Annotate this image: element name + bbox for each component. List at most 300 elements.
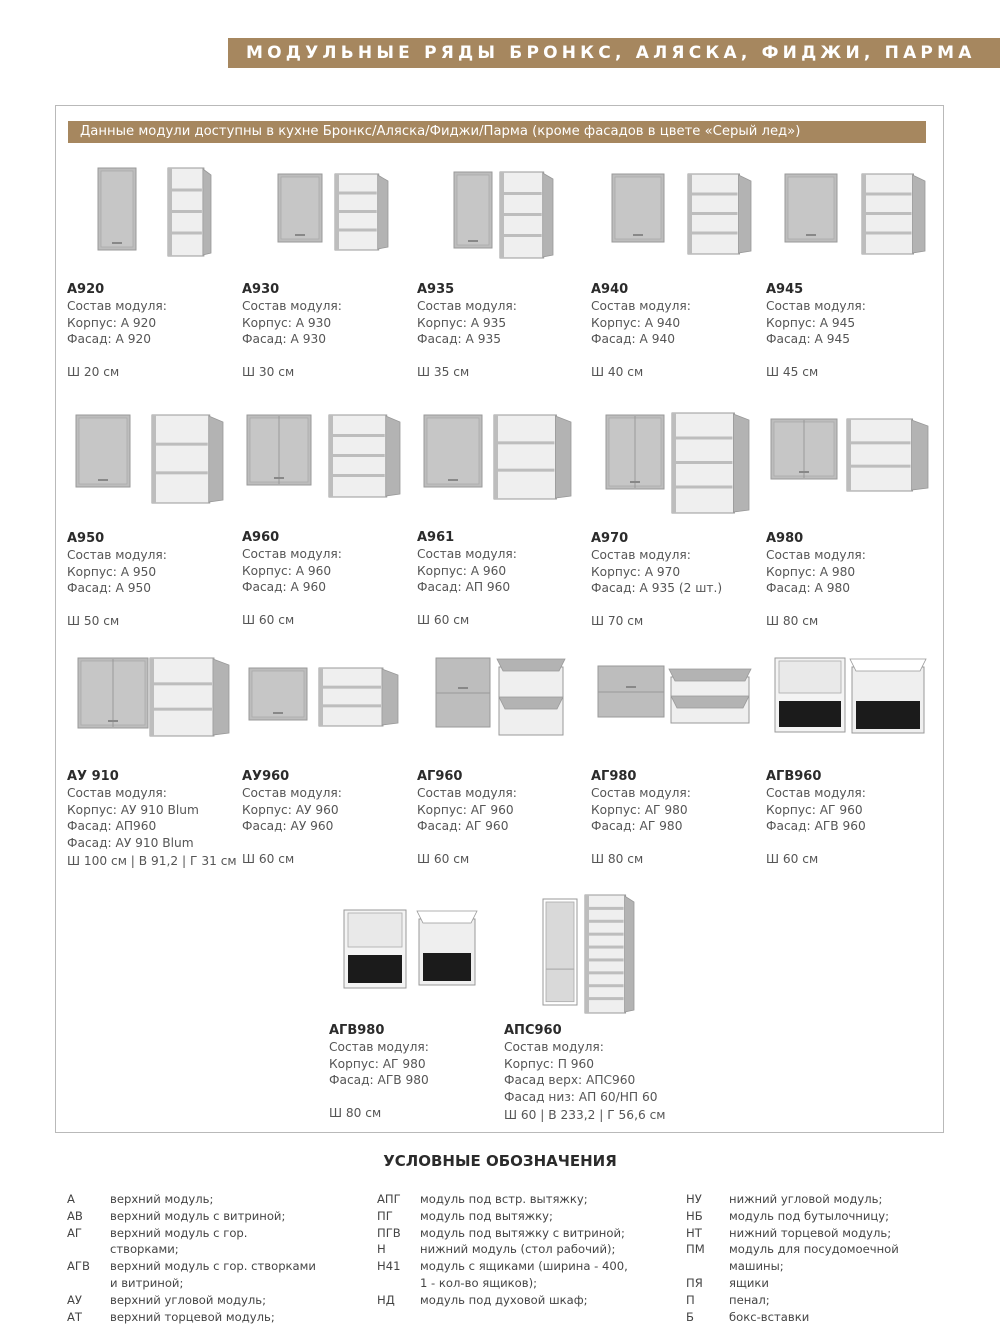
- open-door: [213, 659, 229, 735]
- module-spec: [417, 769, 589, 867]
- side-panel: [672, 413, 676, 513]
- module-spec-line: Состав модуля:: [766, 548, 866, 563]
- module-spec-line: Фасад: АП 960: [417, 580, 511, 595]
- module-spec: [504, 1023, 676, 1123]
- module-open-image: [151, 414, 225, 508]
- module-spec-line: Корпус: А 920: [67, 315, 157, 330]
- shelf: [156, 443, 208, 446]
- module-open-image: [861, 173, 927, 259]
- side-panel: [319, 668, 323, 726]
- module-spec: [417, 530, 589, 628]
- module-spec-line: Фасад низ: АП 60/НП 60: [504, 1089, 658, 1104]
- side-panel: [862, 174, 866, 254]
- module-spec-line: Корпус: А 945: [766, 315, 856, 330]
- module-dimensions: Ш 30 см: [242, 364, 295, 379]
- handle: [98, 479, 108, 481]
- legend-item: [686, 1208, 926, 1225]
- module-spec-line: Фасад: А 980: [766, 581, 851, 596]
- open-door: [386, 416, 400, 496]
- module-dimensions: Ш 40 см: [591, 364, 644, 379]
- legend-item: [67, 1225, 317, 1259]
- shelf: [154, 682, 212, 685]
- lifted-flap: [669, 669, 751, 681]
- handle: [806, 234, 816, 236]
- module-dimensions: Ш 80 см: [591, 851, 644, 866]
- module-code: А960: [242, 530, 280, 545]
- handle: [626, 686, 636, 688]
- module-spec-line: Фасад: А 935: [417, 332, 502, 347]
- open-door: [912, 175, 925, 253]
- legend-item: [686, 1225, 926, 1242]
- shelf: [676, 437, 732, 440]
- module-spec-line: Корпус: А 970: [591, 564, 681, 579]
- module-spec-line: Корпус: АУ 910 Blum: [67, 802, 199, 817]
- module-spec-line: Фасад: АГ 980: [591, 819, 683, 834]
- door-panel: [101, 171, 133, 247]
- lifted-flap: [671, 696, 749, 708]
- page-title: МОДУЛЬНЫЕ РЯДЫ БРОНКС, АЛЯСКА, ФИДЖИ, ПАРМА: [246, 43, 976, 63]
- legend-item: [377, 1225, 632, 1242]
- module-spec: [591, 531, 763, 629]
- module-code: АГ960: [417, 769, 463, 784]
- open-door: [209, 416, 223, 502]
- shelf: [339, 210, 377, 213]
- open-door: [378, 175, 388, 249]
- module-dimensions: Ш 60 см: [417, 612, 470, 627]
- glass-panel: [779, 661, 841, 693]
- module-code: А920: [67, 282, 105, 297]
- open-door: [738, 175, 751, 253]
- module-open-image: [667, 667, 753, 729]
- bottom-flap: [436, 693, 490, 727]
- module-dimensions: Ш 60 см: [242, 851, 295, 866]
- open-door: [382, 669, 398, 725]
- module-dimensions: Ш 100 см | В 91,2 | Г 31 см: [67, 854, 237, 869]
- module-spec-line: Корпус: АГ 960: [766, 802, 863, 817]
- module-spec: [417, 282, 589, 380]
- legend-abbreviation: АТ: [67, 1309, 83, 1324]
- legend-description: модуль с ящиками (ширина - 400, 1 - кол-во ящиков);: [420, 1259, 628, 1290]
- side-panel: [847, 419, 851, 491]
- shelf: [589, 946, 624, 949]
- module-code: АГВ980: [329, 1023, 385, 1038]
- module-spec-line: Состав модуля:: [417, 299, 517, 314]
- shelf: [339, 192, 377, 195]
- module-spec-line: Фасад: А 940: [591, 332, 676, 347]
- shelf: [676, 461, 732, 464]
- module-spec: [67, 531, 239, 629]
- module-closed-image: [770, 418, 838, 484]
- legend-abbreviation: АУ: [67, 1292, 82, 1307]
- legend-item: [377, 1258, 632, 1292]
- legend-abbreviation: ПГ: [377, 1208, 393, 1223]
- module-spec-line: Фасад: А 930: [242, 332, 327, 347]
- module-closed-image: [97, 167, 137, 255]
- shelf: [589, 971, 624, 974]
- legend-item: [686, 1241, 926, 1275]
- legend-item: [67, 1292, 317, 1309]
- module-spec-line: Фасад: А 920: [67, 332, 152, 347]
- cabinet-body: [152, 415, 210, 503]
- module-closed-image: [784, 173, 838, 247]
- shelf: [156, 471, 208, 474]
- module-code: АГВ960: [766, 769, 822, 784]
- shelf: [154, 708, 212, 711]
- side-panel: [500, 172, 504, 258]
- module-code: А945: [766, 282, 804, 297]
- module-spec: [329, 1023, 501, 1121]
- door-panel: [79, 418, 127, 484]
- module-closed-image: [611, 173, 665, 247]
- module-spec-line: Корпус: А 960: [242, 563, 332, 578]
- legend-abbreviation: П: [686, 1292, 695, 1307]
- legend-column: [377, 1191, 632, 1309]
- module-closed-image: [77, 657, 149, 733]
- module-dimensions: Ш 20 см: [67, 364, 120, 379]
- module-open-image: [671, 412, 751, 518]
- module-spec-line: Состав модуля:: [242, 299, 342, 314]
- handle: [112, 242, 122, 244]
- module-spec-line: Состав модуля:: [591, 786, 691, 801]
- legend-description: верхний модуль с витриной;: [110, 1208, 286, 1223]
- module-code: А980: [766, 531, 804, 546]
- availability-banner: [68, 121, 926, 143]
- module-open-image: [846, 418, 930, 496]
- shelf: [498, 441, 554, 444]
- legend-abbreviation: АГВ: [67, 1259, 90, 1274]
- side-panel: [168, 168, 172, 256]
- legend-description: модуль под встр. вытяжку;: [420, 1192, 588, 1206]
- door-panel: [788, 177, 834, 239]
- module-dimensions: Ш 80 см: [329, 1105, 382, 1120]
- module-spec-line: Корпус: А 940: [591, 315, 681, 330]
- shelf: [333, 474, 385, 477]
- module-dimensions: Ш 80 см: [766, 613, 819, 628]
- shelf: [692, 212, 737, 215]
- module-spec: [242, 530, 414, 628]
- shelf: [676, 486, 732, 489]
- legend-description: верхний угловой модуль;: [110, 1292, 266, 1307]
- appliance-window: [856, 701, 920, 729]
- legend-description: верхний модуль с гор. створками и витриной;: [110, 1259, 316, 1290]
- legend-description: модуль под вытяжку с витриной;: [420, 1225, 625, 1240]
- module-open-image: [334, 173, 390, 255]
- cabinet-body: [150, 658, 214, 736]
- handle: [274, 477, 284, 479]
- module-open-image: [848, 657, 928, 741]
- open-door: [203, 169, 211, 255]
- legend-abbreviation: НТ: [686, 1225, 702, 1240]
- handle: [799, 471, 809, 473]
- door-panel: [281, 177, 319, 239]
- side-panel: [688, 174, 692, 254]
- legend-item: [377, 1241, 632, 1258]
- module-spec: [242, 282, 414, 380]
- lifted-flap: [417, 911, 477, 923]
- shelf: [589, 907, 624, 910]
- module-open-image: [584, 894, 636, 1018]
- legend-description: бокс-вставки: [729, 1309, 810, 1324]
- appliance-window: [423, 953, 471, 981]
- module-spec: [67, 282, 239, 380]
- module-spec-line: Состав модуля:: [417, 547, 517, 562]
- module-open-image: [493, 414, 573, 504]
- module-dimensions: Ш 60 | В 233,2 | Г 56,6 см: [504, 1108, 666, 1123]
- legend-abbreviation: АВ: [67, 1208, 83, 1223]
- shelf: [851, 441, 911, 444]
- shelf: [589, 958, 624, 961]
- shelf: [589, 920, 624, 923]
- lifted-flap: [497, 659, 565, 671]
- legend-description: нижний торцевой модуль;: [729, 1225, 892, 1240]
- module-spec-line: Фасад: АП960: [67, 819, 157, 834]
- module-code: АУ 910: [67, 769, 119, 784]
- module-spec-line: Фасад: А 945: [766, 332, 851, 347]
- legend-description: верхний модуль;: [110, 1192, 214, 1206]
- module-spec-line: Состав модуля:: [766, 786, 866, 801]
- shelf: [172, 232, 202, 235]
- legend-item: [67, 1191, 317, 1208]
- module-closed-image: [597, 665, 665, 723]
- module-closed-image: [343, 909, 407, 993]
- module-spec-line: Состав модуля:: [329, 1040, 429, 1055]
- door-panel: [615, 177, 661, 239]
- module-open-image: [415, 909, 479, 993]
- handle: [295, 234, 305, 236]
- side-panel: [494, 415, 498, 499]
- module-code: АУ960: [242, 769, 290, 784]
- module-spec-line: Состав модуля:: [591, 299, 691, 314]
- shelf: [692, 232, 737, 235]
- legend-description: модуль для посудомоечной машины;: [729, 1242, 899, 1274]
- legend-abbreviation: Б: [686, 1309, 694, 1324]
- module-spec-line: Корпус: АГ 980: [591, 802, 688, 817]
- shelf: [692, 193, 737, 196]
- module-spec-line: Фасад: А 950: [67, 581, 152, 596]
- module-spec-line: Состав модуля:: [67, 548, 167, 563]
- module-spec: [766, 769, 938, 867]
- module-code: А961: [417, 530, 455, 545]
- module-code: АПС960: [504, 1023, 562, 1038]
- glass-panel: [348, 913, 402, 947]
- module-spec: [766, 531, 938, 629]
- door-panel: [457, 175, 489, 245]
- module-spec-line: Состав модуля:: [67, 786, 167, 801]
- cabinet-body: [319, 668, 383, 726]
- legend-abbreviation: Н: [377, 1242, 386, 1257]
- module-closed-image: [75, 414, 131, 492]
- module-spec-line: Фасад: АГВ 960: [766, 819, 866, 834]
- module-open-image: [499, 171, 555, 263]
- availability-note: Данные модули доступны в кухне Бронкс/Аляска/Фиджи/Парма (кроме фасадов в цвете «Серый лед»): [80, 124, 801, 139]
- appliance-window: [779, 701, 841, 727]
- open-door: [555, 416, 571, 498]
- door-panel: [252, 671, 304, 717]
- module-open-image: [318, 667, 400, 731]
- module-spec-line: Состав модуля:: [766, 299, 866, 314]
- module-spec-line: Состав модуля:: [242, 786, 342, 801]
- shelf: [504, 213, 542, 216]
- shelf: [339, 229, 377, 232]
- shelf: [589, 997, 624, 1000]
- legend-abbreviation: Н41: [377, 1259, 401, 1274]
- module-open-image: [328, 414, 402, 502]
- handle: [273, 712, 283, 714]
- legend-abbreviation: А: [67, 1192, 75, 1206]
- shelf: [589, 984, 624, 987]
- module-code: А940: [591, 282, 629, 297]
- module-closed-image: [423, 414, 483, 492]
- cabinet-body: [585, 895, 626, 1013]
- side-panel: [585, 895, 589, 1013]
- shelf: [866, 193, 911, 196]
- shelf: [333, 454, 385, 457]
- legend-column: [67, 1191, 317, 1325]
- handle: [448, 479, 458, 481]
- side-panel: [335, 174, 339, 250]
- module-spec-line: Фасад: АУ 910 Blum: [67, 835, 194, 850]
- module-closed-image: [246, 414, 312, 490]
- module-spec-line: Корпус: АГ 960: [417, 802, 514, 817]
- shelf: [172, 189, 202, 192]
- header-banner: [228, 38, 1000, 68]
- legend-abbreviation: АПГ: [377, 1192, 401, 1206]
- appliance-window: [348, 955, 402, 983]
- legend-abbreviation: АГ: [67, 1225, 83, 1240]
- legend-abbreviation: ПМ: [686, 1242, 705, 1257]
- module-dimensions: Ш 50 см: [67, 613, 120, 628]
- legend-item: [686, 1292, 926, 1309]
- top-flap: [598, 666, 664, 692]
- module-spec-line: Фасад: А 960: [242, 580, 327, 595]
- legend-item: [67, 1258, 317, 1292]
- module-closed-image: [248, 667, 308, 725]
- shelf: [504, 192, 542, 195]
- legend-description: пенал;: [729, 1292, 770, 1307]
- bottom-flap: [598, 692, 664, 717]
- module-closed-image: [453, 171, 493, 253]
- module-closed-image: [542, 898, 578, 1010]
- shelf: [504, 234, 542, 237]
- side-panel: [329, 415, 333, 497]
- open-door: [912, 420, 928, 490]
- cabinet-body: [494, 415, 556, 499]
- legend-item: [67, 1208, 317, 1225]
- module-spec-line: Фасад: АГ 960: [417, 819, 509, 834]
- module-closed-image: [605, 414, 665, 494]
- module-spec-line: Корпус: А 960: [417, 563, 507, 578]
- module-spec-line: Корпус: А 950: [67, 564, 157, 579]
- module-closed-image: [277, 173, 323, 247]
- module-code: А970: [591, 531, 629, 546]
- legend-item: [67, 1309, 317, 1326]
- legend-title: УСЛОВНЫЕ ОБОЗНАЧЕНИЯ: [383, 1152, 617, 1170]
- module-spec-line: Корпус: А 935: [417, 315, 507, 330]
- cabinet-body: [847, 419, 913, 491]
- module-spec: [242, 769, 414, 867]
- module-spec-line: Корпус: А 980: [766, 564, 856, 579]
- legend-item: [377, 1292, 632, 1309]
- legend-item: [377, 1208, 632, 1225]
- module-spec: [766, 282, 938, 380]
- module-dimensions: Ш 60 см: [242, 612, 295, 627]
- door-panel: [427, 418, 479, 484]
- legend-abbreviation: НУ: [686, 1192, 702, 1206]
- module-spec-line: Фасад: АГВ 980: [329, 1073, 429, 1088]
- shelf: [866, 212, 911, 215]
- legend-description: модуль под духовой шкаф;: [420, 1292, 588, 1307]
- module-code: А935: [417, 282, 455, 297]
- legend-description: модуль под бутылочницу;: [729, 1208, 890, 1223]
- module-code: АГ980: [591, 769, 637, 784]
- module-code: А950: [67, 531, 105, 546]
- handle: [108, 720, 118, 722]
- handle: [468, 240, 478, 242]
- module-spec: [591, 769, 763, 867]
- legend-column: [686, 1191, 926, 1325]
- open-door: [625, 896, 634, 1012]
- shelf: [866, 232, 911, 235]
- module-spec-line: Состав модуля:: [67, 299, 167, 314]
- module-spec-line: Состав модуля:: [417, 786, 517, 801]
- legend-item: [686, 1275, 926, 1292]
- module-open-image: [167, 167, 213, 261]
- module-code: А930: [242, 282, 280, 297]
- shelf: [498, 469, 554, 472]
- legend-item: [377, 1191, 632, 1208]
- side-panel: [152, 415, 156, 503]
- module-spec-line: Состав модуля:: [591, 548, 691, 563]
- legend-abbreviation: НД: [377, 1292, 395, 1307]
- shelf: [333, 434, 385, 437]
- shelf: [589, 933, 624, 936]
- handle: [630, 481, 640, 483]
- module-spec: [67, 769, 239, 869]
- module-spec-line: Состав модуля:: [242, 547, 342, 562]
- module-spec-line: Корпус: П 960: [504, 1056, 595, 1071]
- lifted-flap: [499, 697, 563, 709]
- handle: [633, 234, 643, 236]
- side-panel: [150, 658, 154, 736]
- module-dimensions: Ш 60 см: [417, 851, 470, 866]
- legend-description: верхний торцевой модуль;: [110, 1309, 275, 1324]
- module-spec-line: Корпус: А 930: [242, 315, 332, 330]
- module-open-image: [149, 657, 231, 741]
- module-closed-image: [435, 657, 491, 733]
- shelf: [323, 686, 381, 689]
- module-dimensions: Ш 70 см: [591, 613, 644, 628]
- module-open-image: [495, 657, 567, 741]
- module-spec: [591, 282, 763, 380]
- module-spec-line: Фасад: АУ 960: [242, 819, 334, 834]
- legend-item: [686, 1309, 926, 1326]
- shelf: [323, 704, 381, 707]
- open-door: [543, 173, 553, 257]
- module-closed-image: [774, 657, 846, 737]
- legend-item: [686, 1191, 926, 1208]
- legend-abbreviation: ПГВ: [377, 1225, 401, 1240]
- module-dimensions: Ш 35 см: [417, 364, 470, 379]
- legend-abbreviation: НБ: [686, 1208, 703, 1223]
- module-spec-line: Корпус: АУ 960: [242, 802, 339, 817]
- module-spec-line: Корпус: АГ 980: [329, 1056, 426, 1071]
- module-open-image: [687, 173, 753, 259]
- module-dimensions: Ш 45 см: [766, 364, 819, 379]
- legend-description: модуль под вытяжку;: [420, 1208, 553, 1223]
- module-spec-line: Фасад: А 935 (2 шт.): [591, 581, 723, 596]
- module-dimensions: Ш 60 см: [766, 851, 819, 866]
- handle: [458, 687, 468, 689]
